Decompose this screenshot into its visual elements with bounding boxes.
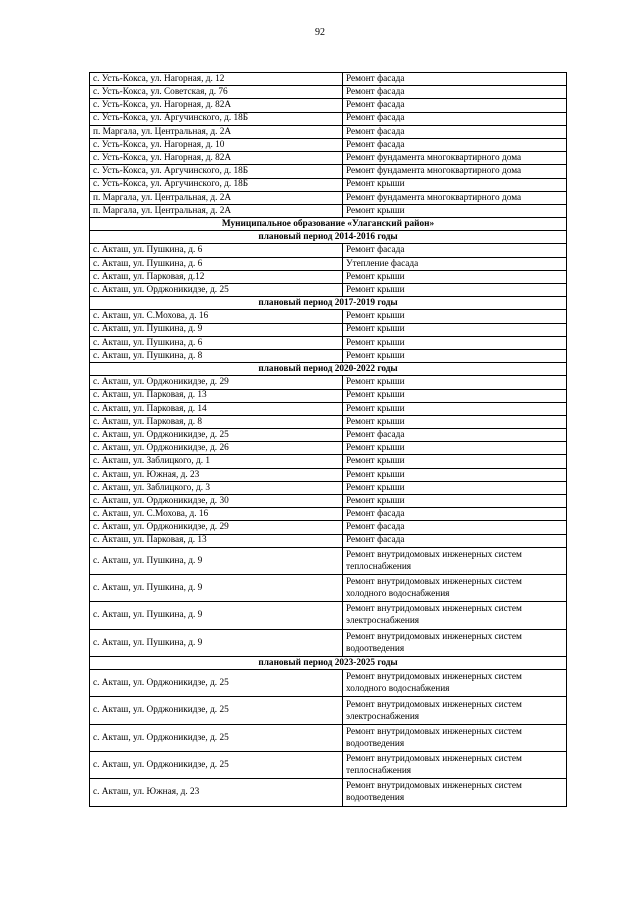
- table-row: [90, 415, 567, 428]
- address-cell: с. Акташ, ул. Парковая, д. 13: [90, 534, 343, 547]
- table-row: [90, 244, 567, 257]
- address-cell: с. Усть-Кокса, ул. Аргучинского, д. 18Б: [90, 112, 343, 125]
- address-cell: с. Акташ, ул. Парковая, д. 14: [90, 402, 343, 415]
- work-type-cell: Ремонт крыши: [343, 336, 567, 349]
- work-type-cell: Ремонт внутридомовых инженерных систем теплоснабжения: [343, 547, 567, 574]
- table-row: [90, 191, 567, 204]
- work-type-cell: Ремонт фасада: [343, 138, 567, 151]
- table-row: [90, 534, 567, 547]
- address-cell: с. Акташ, ул. Парковая, д.12: [90, 270, 343, 283]
- work-type-cell: Ремонт крыши: [343, 323, 567, 336]
- address-cell: с. Акташ, ул. Пушкина, д. 9: [90, 547, 343, 574]
- table-row: [90, 468, 567, 481]
- address-cell: с. Усть-Кокса, ул. Аргучинского, д. 18Б: [90, 165, 343, 178]
- repair-registry-table: [89, 72, 567, 807]
- work-type-cell: Ремонт внутридомовых инженерных систем электроснабжения: [343, 602, 567, 629]
- address-cell: с. Акташ, ул. Южная, д. 23: [90, 779, 343, 806]
- section-header: плановый период 2014-2016 годы: [90, 231, 567, 244]
- address-cell: с. Акташ, ул. Пушкина, д. 8: [90, 349, 343, 362]
- work-type-cell: Ремонт крыши: [343, 468, 567, 481]
- address-cell: с. Акташ, ул. Пушкина, д. 9: [90, 602, 343, 629]
- address-cell: с. Акташ, ул. Пушкина, д. 6: [90, 244, 343, 257]
- work-type-cell: Ремонт внутридомовых инженерных систем холодного водоснабжения: [343, 670, 567, 697]
- work-type-cell: Ремонт крыши: [343, 376, 567, 389]
- table-row: [90, 389, 567, 402]
- address-cell: п. Маргала, ул. Центральная, д. 2А: [90, 191, 343, 204]
- address-cell: с. Акташ, ул. Заблицкого, д. 3: [90, 481, 343, 494]
- work-type-cell: Ремонт крыши: [343, 415, 567, 428]
- section-header-row: [90, 656, 567, 669]
- table-row: [90, 376, 567, 389]
- work-type-cell: Ремонт крыши: [343, 442, 567, 455]
- work-type-cell: Ремонт фасада: [343, 244, 567, 257]
- table-row: [90, 112, 567, 125]
- section-header-row: [90, 297, 567, 310]
- address-cell: с. Акташ, ул. Орджоникидзе, д. 29: [90, 521, 343, 534]
- work-type-cell: Ремонт крыши: [343, 284, 567, 297]
- work-type-cell: Ремонт внутридомовых инженерных систем водоотведения: [343, 779, 567, 806]
- table-row: [90, 602, 567, 629]
- work-type-cell: Ремонт крыши: [343, 178, 567, 191]
- work-type-cell: Ремонт крыши: [343, 495, 567, 508]
- work-type-cell: Ремонт фундамента многоквартирного дома: [343, 165, 567, 178]
- table-row: [90, 575, 567, 602]
- section-header: плановый период 2020-2022 годы: [90, 363, 567, 376]
- address-cell: с. Акташ, ул. Орджоникидзе, д. 25: [90, 284, 343, 297]
- work-type-cell: Ремонт крыши: [343, 402, 567, 415]
- work-type-cell: Ремонт фасада: [343, 521, 567, 534]
- table-row: [90, 165, 567, 178]
- address-cell: с. Акташ, ул. Пушкина, д. 9: [90, 629, 343, 656]
- registry-body: [90, 73, 567, 807]
- table-row: [90, 138, 567, 151]
- table-row: [90, 270, 567, 283]
- table-row: [90, 73, 567, 86]
- address-cell: с. Акташ, ул. Орджоникидзе, д. 25: [90, 670, 343, 697]
- work-type-cell: Ремонт внутридомовых инженерных систем водоотведения: [343, 724, 567, 751]
- section-header-row: [90, 231, 567, 244]
- work-type-cell: Ремонт фасада: [343, 86, 567, 99]
- work-type-cell: Ремонт фундамента многоквартирного дома: [343, 191, 567, 204]
- address-cell: с. Акташ, ул. Орджоникидзе, д. 29: [90, 376, 343, 389]
- address-cell: с. Акташ, ул. Пушкина, д. 6: [90, 257, 343, 270]
- table-row: [90, 629, 567, 656]
- work-type-cell: Ремонт фасада: [343, 429, 567, 442]
- table-row: [90, 508, 567, 521]
- work-type-cell: Ремонт фасада: [343, 125, 567, 138]
- work-type-cell: Ремонт крыши: [343, 389, 567, 402]
- address-cell: с. Акташ, ул. Пушкина, д. 6: [90, 336, 343, 349]
- table-row: [90, 402, 567, 415]
- address-cell: с. Акташ, ул. Пушкина, д. 9: [90, 575, 343, 602]
- work-type-cell: Ремонт крыши: [343, 455, 567, 468]
- table-row: [90, 670, 567, 697]
- section-header: плановый период 2023-2025 годы: [90, 656, 567, 669]
- table-row: [90, 779, 567, 806]
- section-header: плановый период 2017-2019 годы: [90, 297, 567, 310]
- table-row: [90, 323, 567, 336]
- work-type-cell: Ремонт крыши: [343, 270, 567, 283]
- work-type-cell: Ремонт фасада: [343, 534, 567, 547]
- table-row: [90, 455, 567, 468]
- table-row: [90, 442, 567, 455]
- address-cell: с. Акташ, ул. Заблицкого, д. 1: [90, 455, 343, 468]
- table-row: [90, 547, 567, 574]
- address-cell: с. Усть-Кокса, ул. Аргучинского, д. 18Б: [90, 178, 343, 191]
- address-cell: с. Акташ, ул. Парковая, д. 13: [90, 389, 343, 402]
- table-row: [90, 349, 567, 362]
- table-row: [90, 310, 567, 323]
- table-row: [90, 481, 567, 494]
- address-cell: с. Акташ, ул. Орджоникидзе, д. 25: [90, 724, 343, 751]
- work-type-cell: Ремонт внутридомовых инженерных систем электроснабжения: [343, 697, 567, 724]
- address-cell: с. Усть-Кокса, ул. Нагорная, д. 82А: [90, 99, 343, 112]
- work-type-cell: Ремонт крыши: [343, 481, 567, 494]
- table-row: [90, 99, 567, 112]
- table-row: [90, 257, 567, 270]
- address-cell: с. Усть-Кокса, ул. Нагорная, д. 10: [90, 138, 343, 151]
- work-type-cell: Ремонт крыши: [343, 310, 567, 323]
- address-cell: с. Акташ, ул. Орджоникидзе, д. 25: [90, 697, 343, 724]
- address-cell: с. Акташ, ул. Парковая, д. 8: [90, 415, 343, 428]
- address-cell: с. Акташ, ул. Орджоникидзе, д. 30: [90, 495, 343, 508]
- address-cell: с. Акташ, ул. Орджоникидзе, д. 26: [90, 442, 343, 455]
- address-cell: с. Усть-Кокса, ул. Советская, д. 76: [90, 86, 343, 99]
- work-type-cell: Ремонт фасада: [343, 73, 567, 86]
- table-row: [90, 724, 567, 751]
- table-row: [90, 152, 567, 165]
- table-row: [90, 429, 567, 442]
- table-row: [90, 125, 567, 138]
- address-cell: п. Маргала, ул. Центральная, д. 2А: [90, 125, 343, 138]
- address-cell: с. Акташ, ул. Пушкина, д. 9: [90, 323, 343, 336]
- section-header-row: [90, 363, 567, 376]
- work-type-cell: Ремонт фасада: [343, 112, 567, 125]
- address-cell: с. Усть-Кокса, ул. Нагорная, д. 82А: [90, 152, 343, 165]
- work-type-cell: Ремонт внутридомовых инженерных систем теплоснабжения: [343, 752, 567, 779]
- table-row: [90, 752, 567, 779]
- table-row: [90, 495, 567, 508]
- work-type-cell: Ремонт внутридомовых инженерных систем водоотведения: [343, 629, 567, 656]
- section-header: Муниципальное образование «Улаганский район»: [90, 218, 567, 231]
- work-type-cell: Ремонт крыши: [343, 204, 567, 217]
- table-row: [90, 336, 567, 349]
- page-number: 92: [315, 27, 325, 38]
- address-cell: п. Маргала, ул. Центральная, д. 2А: [90, 204, 343, 217]
- table-row: [90, 697, 567, 724]
- work-type-cell: Ремонт фасада: [343, 508, 567, 521]
- address-cell: с. Акташ, ул. С.Мохова, д. 16: [90, 310, 343, 323]
- address-cell: с. Акташ, ул. Южная, д. 23: [90, 468, 343, 481]
- table-row: [90, 178, 567, 191]
- address-cell: с. Акташ, ул. Орджоникидзе, д. 25: [90, 429, 343, 442]
- address-cell: с. Акташ, ул. С.Мохова, д. 16: [90, 508, 343, 521]
- table-row: [90, 521, 567, 534]
- work-type-cell: Ремонт крыши: [343, 349, 567, 362]
- work-type-cell: Ремонт фундамента многоквартирного дома: [343, 152, 567, 165]
- work-type-cell: Утепление фасада: [343, 257, 567, 270]
- address-cell: с. Усть-Кокса, ул. Нагорная, д. 12: [90, 73, 343, 86]
- work-type-cell: Ремонт фасада: [343, 99, 567, 112]
- work-type-cell: Ремонт внутридомовых инженерных систем холодного водоснабжения: [343, 575, 567, 602]
- address-cell: с. Акташ, ул. Орджоникидзе, д. 25: [90, 752, 343, 779]
- table-row: [90, 86, 567, 99]
- section-header-row: [90, 218, 567, 231]
- table-row: [90, 204, 567, 217]
- table-row: [90, 284, 567, 297]
